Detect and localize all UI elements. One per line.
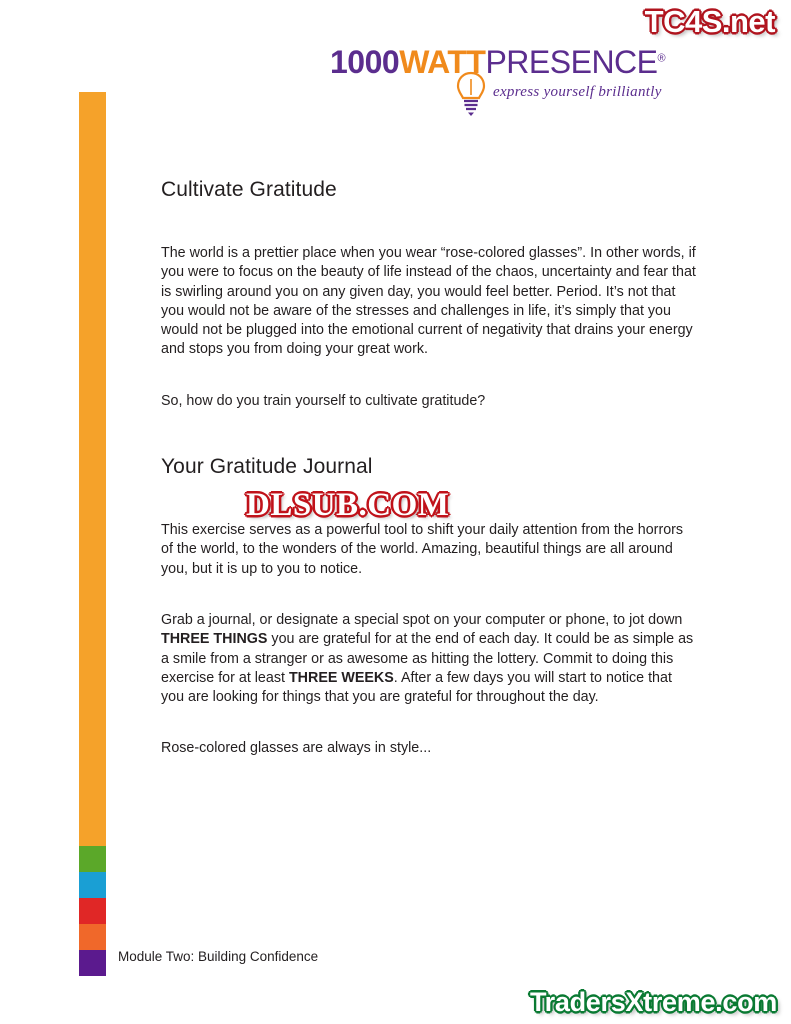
registered-trademark-icon: ® xyxy=(657,52,666,65)
sidebar-segment-orange xyxy=(79,92,106,846)
spacer xyxy=(161,202,696,244)
section-title-journal: Your Gratitude Journal xyxy=(161,455,373,479)
logo-text-1000: 1000 xyxy=(330,44,400,80)
emphasis-three-things: THREE THINGS xyxy=(161,631,268,648)
paragraph-intro: The world is a prettier place when you wear “rose-colored glasses”. In other words, if you were to focus on the beauty of life instead of the chaos, uncertainty and fear that is swirling around you on any given day, you would feel better. Period. It’s not that you would not be aware of the stresses and challenges in life, it’s simply that you would not be plugged into the emotional current of negativity that drains your energy and stops you from doing your great work. xyxy=(161,245,696,358)
dlsub-watermark: DLSUB.COM xyxy=(246,487,450,523)
paragraph-question: So, how do you train yourself to cultivate gratitude? xyxy=(161,392,486,409)
instructions-part-1: Grab a journal, or designate a special spot on your computer or phone, to jot down xyxy=(161,611,683,628)
emphasis-three-weeks: THREE WEEKS xyxy=(288,669,394,686)
tc4s-watermark: TC4S.net xyxy=(644,4,775,39)
paragraph-instructions xyxy=(161,611,696,707)
logo-tagline: express yourself brilliantly xyxy=(493,84,662,100)
sidebar-segment-purple xyxy=(79,950,106,976)
page-title: Cultivate Gratitude xyxy=(161,178,337,201)
logo-text-presence: PRESENCE xyxy=(485,44,658,80)
sidebar-segment-red xyxy=(79,898,106,924)
spacer xyxy=(161,378,696,392)
spacer xyxy=(161,429,696,455)
instructions-part-2: you are grateful for at the end of each day. It could be as simple as a smile from a stranger or as awesome as hitting the lottery. Commit to doing this exercise for at least xyxy=(161,631,694,686)
lightbulb-icon xyxy=(452,71,490,117)
paragraph-exercise: This exercise serves as a powerful tool to shift your daily attention from the horrors of the world, to the wonders of the world. Amazing, beautiful things are all around you, but it is up to you to notice. xyxy=(161,522,684,577)
sidebar-segment-orange2 xyxy=(79,924,106,950)
tradersxtreme-watermark: TradersXtreme.com xyxy=(529,987,777,1017)
logo-text-watt: WATT xyxy=(399,44,486,80)
color-sidebar xyxy=(79,92,106,976)
sidebar-segment-green xyxy=(79,846,106,872)
paragraph-closing: Rose-colored glasses are always in style... xyxy=(161,740,432,757)
sidebar-segment-blue xyxy=(79,872,106,898)
document-body xyxy=(161,178,696,759)
footer-module-label: Module Two: Building Confidence xyxy=(118,949,319,964)
spacer xyxy=(161,597,696,611)
logo-wordmark xyxy=(330,44,665,81)
brand-logo xyxy=(330,44,720,116)
spacer xyxy=(161,725,696,739)
instructions-part-3: . After a few days you will start to notice that you are looking for things that you are grateful for throughout the day. xyxy=(161,669,672,706)
